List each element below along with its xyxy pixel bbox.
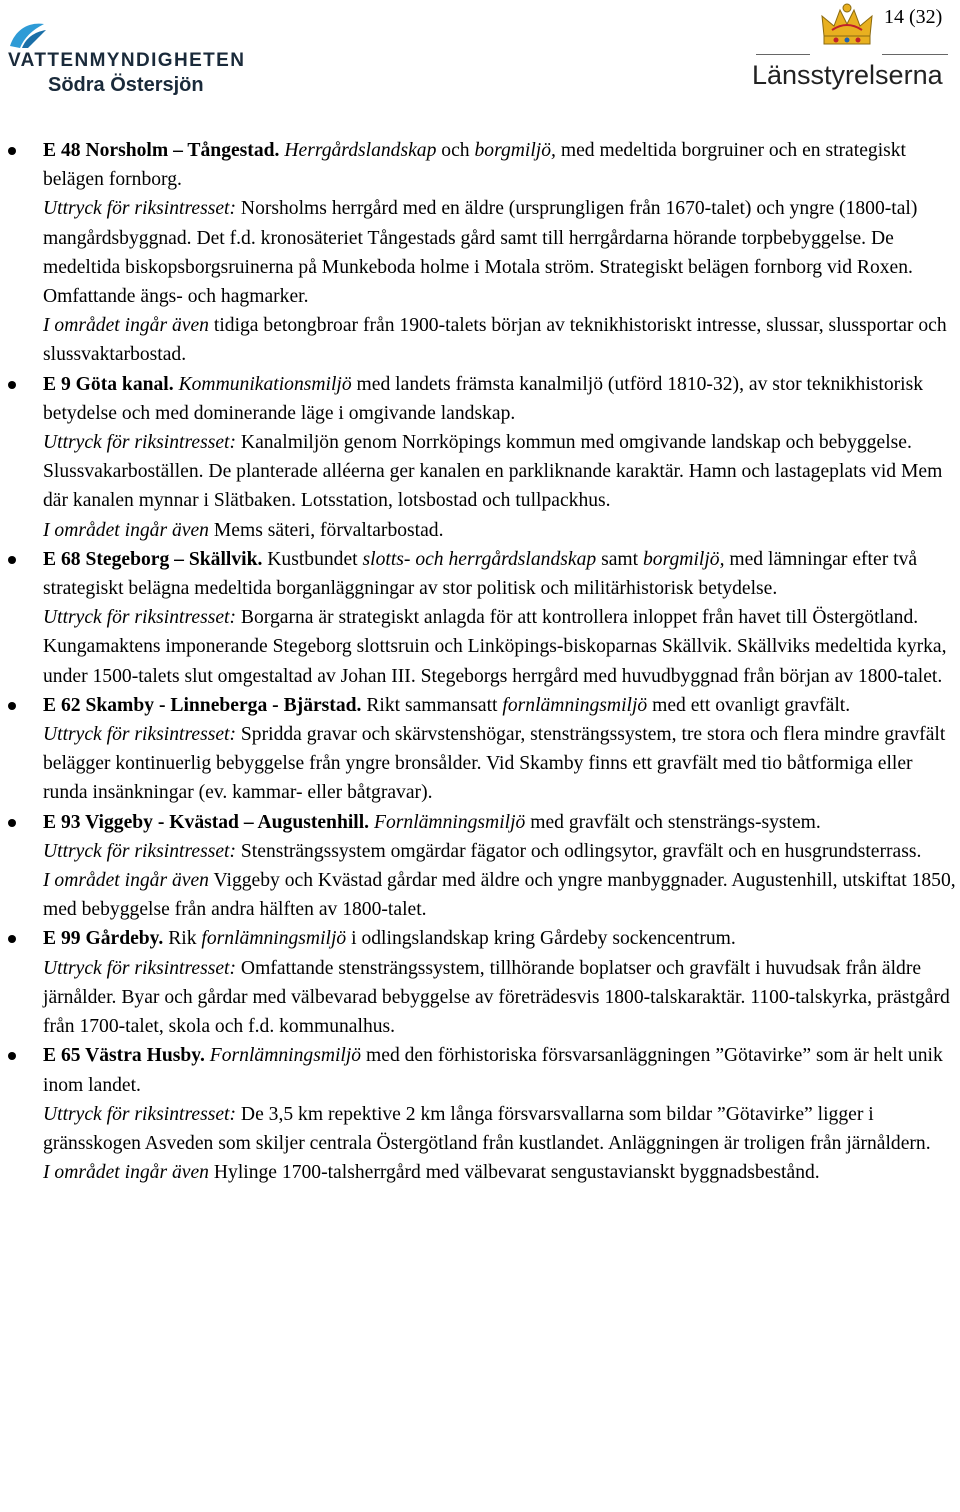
entry-e62 [0,691,960,808]
entry-e65 [0,1041,960,1187]
entry-omradet: I området ingår även Mems säteri, förvaltarbostad. [43,519,444,541]
entry-heading: E 93 Viggeby - Kvästad – Augustenhill. Fornlämningsmiljö med gravfält och stensträngs-system. [43,811,821,833]
entry-e99 [0,924,960,1041]
bullet-icon [8,556,16,564]
entry-heading: E 9 Göta kanal. Kommunikationsmiljö med landets främsta kanalmiljö (utförd 1810-32), av stor teknikhistorisk betydelse och med dominerande läge i omgivande landskap. [43,373,924,424]
entry-title: E 93 Viggeby - Kvästad – Augustenhill. [43,811,370,833]
entry-omradet: I området ingår även Hylinge 1700-talsherrgård med välbevarat sengustavianskt byggnadsbestånd. [43,1162,820,1184]
bullet-icon [8,702,16,710]
logo-rule-right [882,54,948,55]
entry-e93 [0,808,960,925]
entry-heading: E 48 Norsholm – Tångestad. Herrgårdslandskap och borgmiljö, med medeltida borgruiner och en strategiskt belägen fornborg. [43,140,906,191]
entry-omradet: I området ingår även Viggeby och Kvästad gårdar med äldre och yngre manbyggnader. Augustenhill, utskiftat 1850, med bebyggelse från andra hälften av 1800-talet. [43,870,956,921]
bullet-icon [8,935,16,943]
bullet-icon [8,147,16,155]
bullet-icon [8,819,16,827]
entry-riksintresse: Uttryck för riksintresset: De 3,5 km repektive 2 km långa försvarsvallarna som bildar ”Götavirke” ligger i gränsskogen Asveden som skiljer centrala Östergötland från kustlandet. Anläggningen är troligen från järnåldern. [43,1103,931,1154]
entry-riksintresse: Uttryck för riksintresset: Spridda gravar och skärvstenshögar, stensträngssystem, tre stora och flera mindre gravfält belägger kontinuerlig bebyggelse från yngre bronsålder. Vid Skamby finns ett gravfält med tio båtformiga eller runda insänkningar (ev. kammar- eller båtgravar). [43,724,946,804]
entry-heading: E 99 Gårdeby. Rik fornlämningsmiljö i odlingslandskap kring Gårdeby sockencentrum. [43,928,736,950]
lansstyrelserna-name: Länsstyrelserna [752,60,943,90]
entry-riksintresse: Uttryck för riksintresset: Stensträngssystem omgärdar fägator och odlingsytor, gravfält och en husgrundsterrass. [43,840,922,862]
bullet-icon [8,1052,16,1060]
entry-heading: E 62 Skamby - Linneberga - Bjärstad. Rikt sammansatt fornlämningsmiljö med ett ovanligt gravfält. [43,694,851,716]
entry-riksintresse: Uttryck för riksintresset: Norsholms herrgård med en äldre (ursprungligen från 1670-talet) och yngre (1800-tal) mangårdsbyggnad. Det f.d. kronosäteriet Tångestads gård samt till herrgårdarna hörande torpbebyggelse. De medeltida biskopsborgsruinerna på Munkeboda holme i Motala ström. Strategiskt belägen fornborg vid Roxen. Omfattande ängs- och hagmarker. [43,198,918,308]
entry-title: E 65 Västra Husby. [43,1045,205,1067]
entry-e68 [0,545,960,691]
entry-e48 [0,136,960,370]
logo-rule-left [756,54,810,55]
vattenmyndigheten-name: VATTENMYNDIGHETEN [8,50,246,71]
page-header [0,0,960,110]
entry-e9 [0,370,960,545]
entry-riksintresse: Uttryck för riksintresset: Kanalmiljön genom Norrköpings kommun med omgivande landskap och bebyggelse. Slussvakarboställen. De planterade alléerna ger kanalen en parkliknande karaktär. Hamn och lastageplats vid Mem där kanalen mynnar i Slätbaken. Lotsstation, lotsbostad och tullpackhus. [43,432,943,512]
document-body [0,136,960,1187]
entry-title: E 68 Stegeborg – Skällvik. [43,548,263,570]
entry-riksintresse: Uttryck för riksintresset: Omfattande stensträngssystem, tillhörande boplatser och gravfält i huvudsak från äldre järnålder. Byar och gårdar med välbevarad bebyggelse av företrädesvis 1800-talskaraktär. 1100-talskyrka, prästgård från 1700-talet, skola och f.d. kommunalhus. [43,957,950,1038]
entry-title: E 9 Göta kanal. [43,373,174,395]
entry-title: E 99 Gårdeby. [43,928,164,950]
crown-icon [818,2,876,52]
water-drop-icon [8,20,48,50]
bullet-icon [8,381,16,389]
lansstyrelserna-logo [752,0,952,100]
page-number: 14 (32) [884,6,943,28]
entry-title: E 62 Skamby - Linneberga - Bjärstad. [43,694,362,716]
entry-heading: E 68 Stegeborg – Skällvik. Kustbundet slotts- och herrgårdslandskap samt borgmiljö, med lämningar efter två strategiskt belägna medeltida borganläggningar av stor politisk och militärhistorisk betydelse. [43,548,918,600]
entry-title: E 48 Norsholm – Tångestad. [43,140,280,161]
entry-heading: E 65 Västra Husby. Fornlämningsmiljö med den förhistoriska försvarsanläggningen ”Götavirke” som är helt unik inom landet. [43,1045,943,1096]
entry-omradet: I området ingår även tidiga betongbroar från 1900-talets början av teknikhistoriskt intresse, slussar, slussportar och slussvaktarbostad. [43,315,947,366]
entry-riksintresse: Uttryck för riksintresset: Borgarna är strategiskt anlagda för att kontrollera inloppet från havet till Östergötland. Kungamaktens imponerande Stegeborg slottsruin och Linköpings-biskoparnas Skällvik. Skällviks medeltida kyrka, under 1500-talets slut omgestaltad av Johan III. Stegeborgs herrgård med huvudbyggnad från början av 1800-talet. [43,607,947,687]
vattenmyndigheten-region: Södra Östersjön [48,74,204,96]
